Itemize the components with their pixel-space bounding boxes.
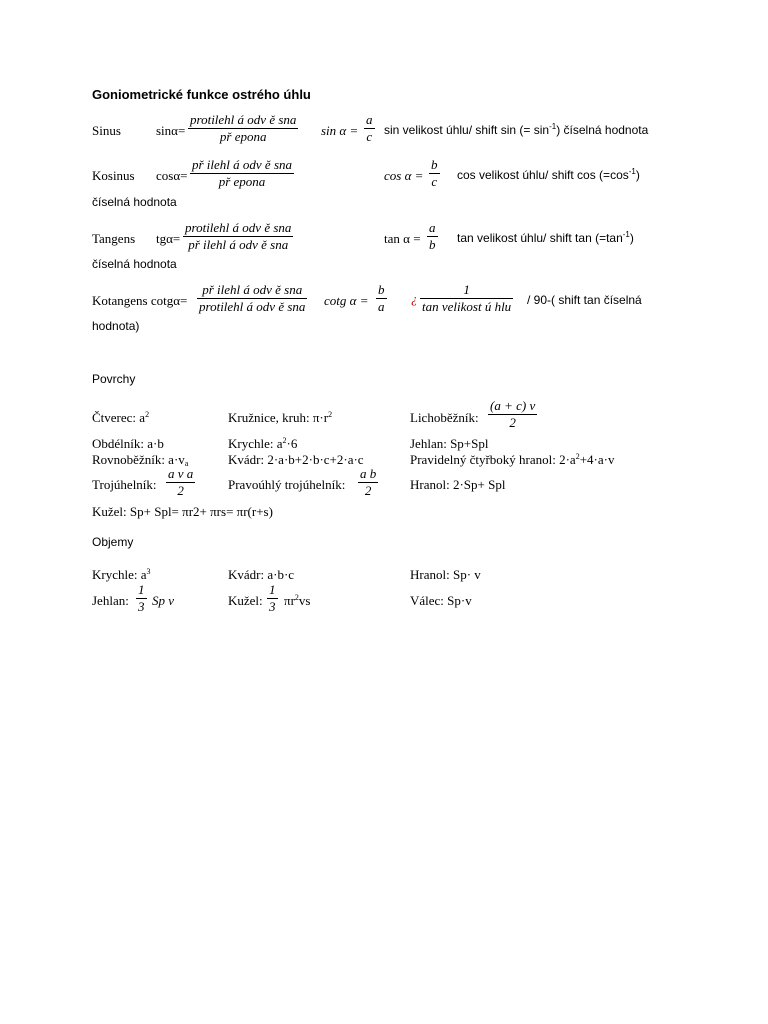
objem-krychle-sup: 3 bbox=[146, 567, 151, 576]
povrch-trojuhelnik-num: a v a bbox=[168, 466, 194, 481]
kosinus-denominator: př epona bbox=[218, 174, 266, 189]
povrch-ctverec bbox=[92, 410, 149, 426]
objem-valec: Válec: Sp·v bbox=[410, 593, 472, 608]
povrch-krychle bbox=[228, 436, 297, 452]
objem-kuzel-den: 3 bbox=[269, 599, 276, 614]
tangens-func: tgα= bbox=[156, 231, 181, 246]
kosinus-short-lhs: cos α = bbox=[384, 168, 424, 183]
tangens-label: Tangens bbox=[92, 231, 136, 246]
kotangens-inverse-num: 1 bbox=[420, 282, 513, 299]
objem-jehlan-label: Jehlan: bbox=[92, 593, 129, 608]
tangens-short-den: b bbox=[429, 237, 436, 252]
kosinus-label: Kosinus bbox=[92, 168, 135, 183]
povrch-ctyrboky-sup: 2 bbox=[575, 452, 580, 461]
section-heading-objemy: Objemy bbox=[92, 535, 134, 549]
povrch-ctyrboky-text: Pravidelný čtyřboký hranol: 2·a bbox=[410, 452, 576, 467]
sinus-short-lhs: sin α = bbox=[321, 123, 359, 138]
kosinus-desc-pre: cos velikost úhlu/ shift cos (=cos bbox=[457, 168, 629, 182]
povrch-rovnobeznik-sub: a bbox=[184, 459, 189, 468]
tangens-desc-sup: -1 bbox=[622, 230, 630, 239]
povrch-lichobeznik-fraction bbox=[488, 398, 537, 431]
tangens-desc-pre: tan velikost úhlu/ shift tan (=tan bbox=[457, 231, 623, 245]
tangens-fraction bbox=[183, 220, 293, 253]
objem-kuzel-sup: 2 bbox=[294, 593, 299, 602]
objem-jehlan-num: 1 bbox=[138, 582, 145, 597]
povrch-kuzel: Kužel: Sp+ Spl= πr2+ πrs= πr(r+s) bbox=[92, 504, 273, 519]
povrch-krychle-sup: 2 bbox=[282, 436, 287, 445]
povrch-kvadr: Kvádr: 2·a·b+2·b·c+2·a·c bbox=[228, 452, 364, 467]
objem-jehlan-post: Sp v bbox=[152, 593, 175, 608]
kotangens-short-lhs: cotg α = bbox=[324, 293, 369, 308]
objem-kuzel-num: 1 bbox=[269, 582, 276, 597]
kosinus-fraction bbox=[190, 157, 294, 190]
objem-kuzel-post bbox=[284, 593, 310, 609]
objem-kvadr: Kvádr: a·b·c bbox=[228, 567, 295, 582]
povrch-obdelnik: Obdélník: a·b bbox=[92, 436, 164, 451]
povrch-ctyrboky-hranol bbox=[410, 452, 614, 468]
povrch-kruznice-sup: 2 bbox=[328, 410, 333, 419]
kotangens-wrap: hodnota) bbox=[92, 319, 140, 333]
kosinus-desc-post: ) bbox=[635, 168, 640, 182]
kosinus-short-fraction bbox=[429, 157, 440, 190]
sinus-numerator: protilehl á odv ě sna bbox=[190, 112, 297, 127]
povrch-trojuhelnik-label: Trojúhelník: bbox=[92, 477, 157, 492]
tangens-short-fraction bbox=[427, 220, 438, 253]
povrch-krychle-text: Krychle: a bbox=[228, 436, 283, 451]
kotangens-inverse-den: tan velikost ú hlu bbox=[422, 299, 512, 314]
tangens-short-num: a bbox=[429, 220, 436, 235]
sinus-short-num: a bbox=[366, 112, 373, 127]
kosinus-short-num: b bbox=[431, 157, 438, 172]
kosinus-func: cosα= bbox=[156, 168, 188, 183]
kotangens-inverse-fraction bbox=[420, 282, 513, 315]
povrch-ctverec-text: Čtverec: a bbox=[92, 410, 146, 425]
povrch-lichobeznik-den: 2 bbox=[509, 415, 516, 430]
kotangens-fraction bbox=[197, 282, 307, 315]
kosinus-numerator: př ilehl á odv ě sna bbox=[192, 157, 293, 172]
kosinus-description bbox=[457, 168, 640, 182]
sinus-fraction bbox=[188, 112, 298, 145]
objem-kuzel-post-text: πr bbox=[284, 593, 295, 608]
povrch-trojuhelnik-den: 2 bbox=[177, 483, 184, 498]
objem-kuzel-post2: vs bbox=[298, 593, 311, 608]
sinus-desc-post: ) číselná hodnota bbox=[556, 123, 649, 137]
kotangens-red-char: ¿ bbox=[411, 291, 418, 306]
objem-hranol: Hranol: Sp· v bbox=[410, 567, 481, 582]
sinus-description bbox=[384, 123, 648, 137]
kotangens-label: Kotangens cotgα= bbox=[92, 293, 188, 308]
objem-krychle-text: Krychle: a bbox=[92, 567, 147, 582]
objem-jehlan-den: 3 bbox=[138, 599, 145, 614]
objem-krychle bbox=[92, 567, 151, 583]
sinus-desc-sup: -1 bbox=[549, 122, 557, 131]
povrch-pravouhly-label: Pravoúhlý trojúhelník: bbox=[228, 477, 346, 492]
kotangens-short-fraction bbox=[376, 282, 387, 315]
tangens-short-lhs: tan α = bbox=[384, 231, 421, 246]
povrch-trojuhelnik-fraction bbox=[166, 466, 195, 499]
sinus-short-den: c bbox=[366, 129, 373, 144]
kotangens-description: / 90-( shift tan číselná bbox=[527, 293, 642, 307]
povrch-pravouhly-fraction bbox=[358, 466, 378, 499]
kotangens-denominator: protilehl á odv ě sna bbox=[199, 299, 306, 314]
povrch-ctyrboky-post: +4·a·v bbox=[579, 452, 615, 467]
kosinus-desc-sup: -1 bbox=[628, 167, 636, 176]
section-heading-goniometry: Goniometrické funkce ostrého úhlu bbox=[92, 87, 311, 102]
povrch-lichobeznik-num: (a + c) v bbox=[490, 398, 536, 413]
povrch-ctverec-sup: 2 bbox=[145, 410, 150, 419]
povrch-hranol: Hranol: 2·Sp+ Spl bbox=[410, 477, 506, 492]
povrch-lichobeznik-label: Lichoběžník: bbox=[410, 410, 479, 425]
objem-kuzel-fraction bbox=[267, 582, 278, 615]
povrch-kruznice bbox=[228, 410, 332, 426]
tangens-numerator: protilehl á odv ě sna bbox=[185, 220, 292, 235]
sinus-label: Sinus bbox=[92, 123, 121, 138]
kotangens-short-den: a bbox=[378, 299, 385, 314]
povrch-pravouhly-den: 2 bbox=[364, 483, 372, 498]
kosinus-wrap: číselná hodnota bbox=[92, 195, 177, 209]
kotangens-numerator: př ilehl á odv ě sna bbox=[197, 282, 307, 299]
section-heading-povrchy: Povrchy bbox=[92, 372, 136, 386]
povrch-krychle-post: ·6 bbox=[286, 436, 298, 451]
kosinus-short-den: c bbox=[431, 174, 438, 189]
sinus-denominator: př epona bbox=[219, 129, 267, 144]
sinus-desc-pre: sin velikost úhlu/ shift sin (= sin bbox=[384, 123, 550, 137]
tangens-denominator: př ilehl á odv ě sna bbox=[188, 237, 289, 252]
sinus-short-fraction bbox=[364, 112, 375, 145]
sinus-func: sinα= bbox=[156, 123, 186, 138]
tangens-description bbox=[457, 231, 634, 245]
povrch-pravouhly-num: a b bbox=[360, 466, 377, 481]
tangens-wrap: číselná hodnota bbox=[92, 257, 177, 271]
tangens-desc-post: ) bbox=[629, 231, 634, 245]
kotangens-short-num: b bbox=[378, 282, 385, 297]
objem-kuzel-label: Kužel: bbox=[228, 593, 263, 608]
povrch-kruznice-text: Kružnice, kruh: π·r bbox=[228, 410, 329, 425]
povrch-jehlan: Jehlan: Sp+Spl bbox=[410, 436, 489, 451]
objem-jehlan-fraction bbox=[136, 582, 147, 615]
povrch-rovnobeznik-text: Rovnoběžník: a·v bbox=[92, 452, 185, 467]
